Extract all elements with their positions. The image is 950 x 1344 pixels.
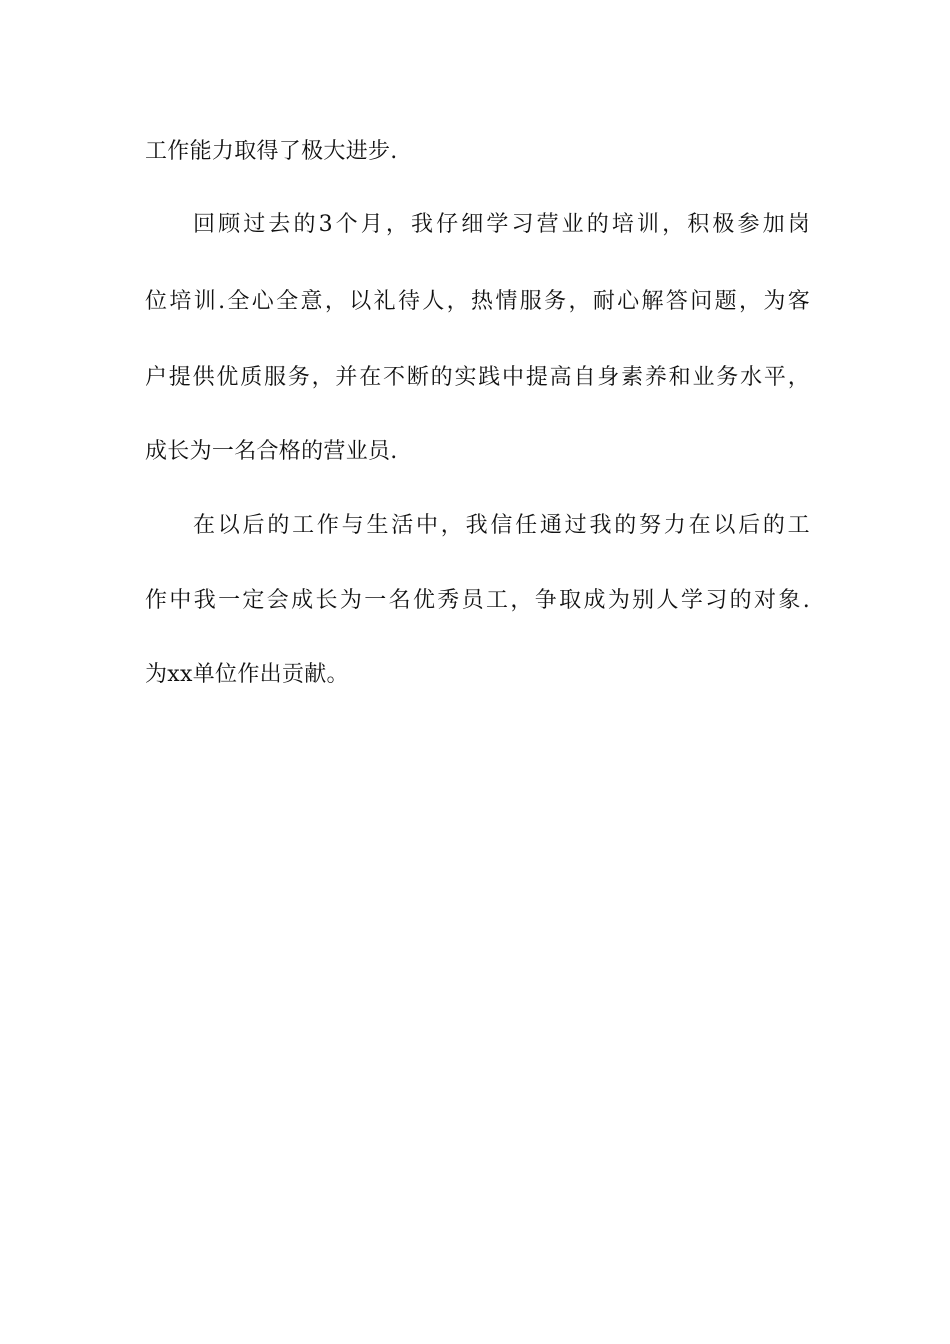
text-line-1: 工作能力取得了极大进步. [145,139,398,164]
text-line-6: 在以后的工作与生活中，我信任通过我的努力在以后的工 [193,513,810,538]
text-line-4: 户提供优质服务，并在不断的实践中提高自身素养和业务水平， [145,365,810,390]
text-line-2: 回顾过去的3个月，我仔细学习营业的培训，积极参加岗 [193,212,810,237]
text-line-8: 为xx单位作出贡献。 [145,662,349,687]
text-line-3: 位培训.全心全意，以礼待人，热情服务，耐心解答问题，为客 [145,289,810,314]
text-line-7: 作中我一定会成长为一名优秀员工，争取成为别人学习的对象. [145,588,810,613]
text-line-5: 成长为一名合格的营业员. [145,439,398,464]
